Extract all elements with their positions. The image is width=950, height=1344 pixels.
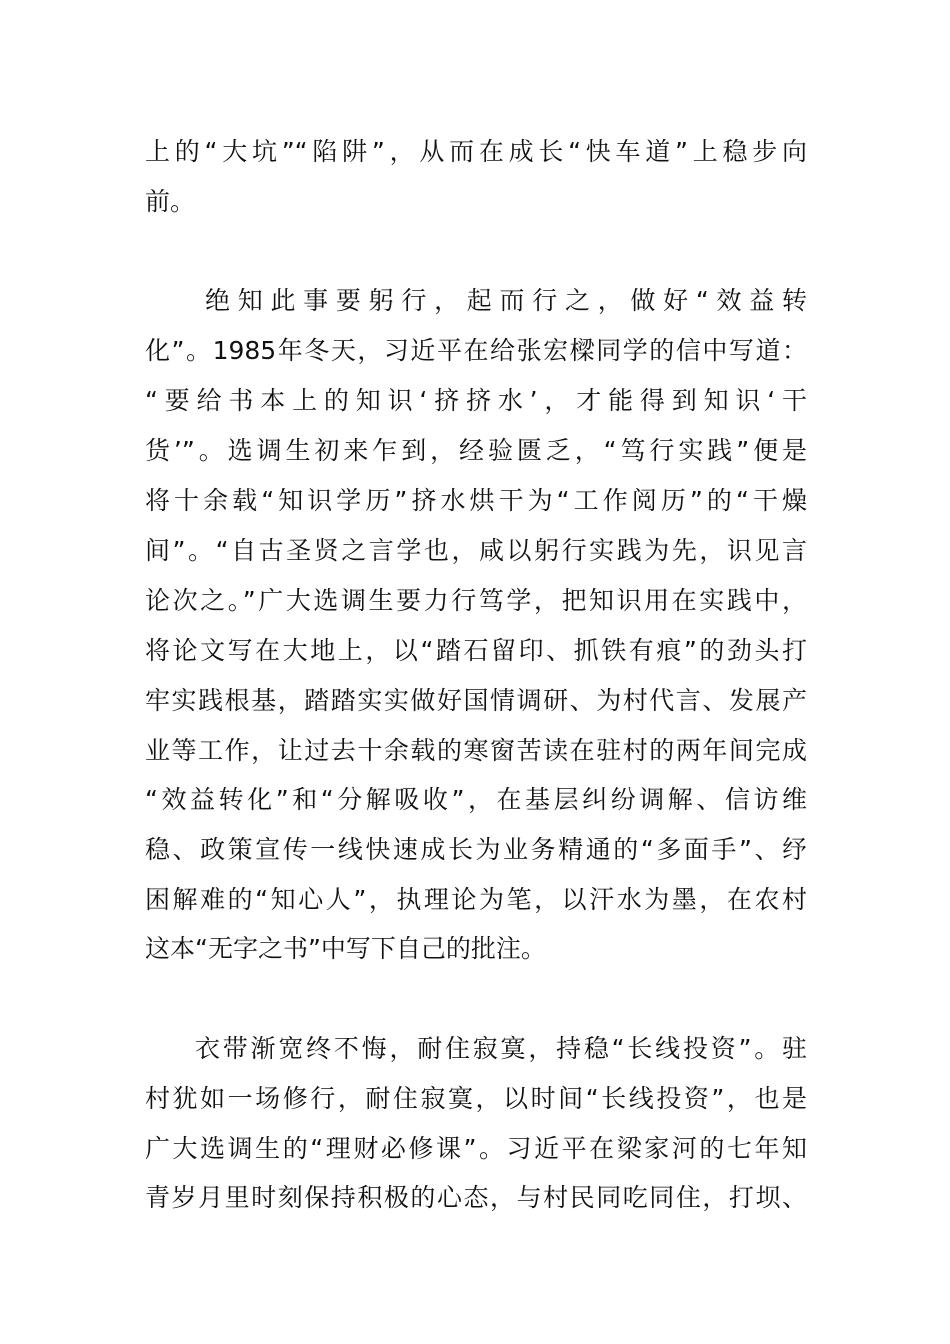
text-line: 牢实践根基，踏踏实实做好国情调研、为村代言、发展产 [145,686,807,715]
text-line: 村犹如一场修行，耐住寂寞，以时间“长线投资”，也是 [145,1084,807,1113]
text-line: 将十余载“知识学历”挤水烘干为“工作阅历”的“干燥 [145,486,807,515]
text-line: 间”。“自古圣贤之言学也，咸以躬行实践为先，识见言 [145,536,807,565]
text-line: 论次之。”广大选调生要力行笃学，把知识用在实践中， [145,586,807,615]
text-line: 广大选调生的“理财必修课”。习近平在梁家河的七年知 [145,1134,807,1163]
text-line: 上的“大坑”“陷阱”，从而在成长“快车道”上稳步向 [145,137,807,166]
text-line: 前。 [145,187,196,216]
text-line: 青岁月里时刻保持积极的心态，与村民同吃同住，打坝、 [145,1183,807,1212]
text-line: 这本“无字之书”中写下自己的批注。 [145,934,546,963]
text-line: 衣带渐宽终不悔，耐住寂寞，持稳“长线投资”。驻 [195,1034,807,1063]
text-line: 化”。1985年冬天，习近平在给张宏樑同学的信中写道： [145,336,807,365]
text-line: 将论文写在大地上，以“踏石留印、抓铁有痕”的劲头打 [145,636,807,665]
text-line: 绝知此事要躬行，起而行之，做好“效益转 [205,286,807,315]
text-line: 货’”。选调生初来乍到，经验匮乏，“笃行实践”便是 [145,436,807,465]
text-line: 稳、政策宣传一线快速成长为业务精通的“多面手”、纾 [145,835,807,864]
text-line: “要给书本上的知识‘挤挤水’，才能得到知识‘干 [145,386,807,415]
text-line: “效益转化”和“分解吸收”，在基层纠纷调解、信访维 [145,785,807,814]
text-line: 业等工作，让过去十余载的寒窗苦读在驻村的两年间完成 [145,736,807,765]
text-line: 困解难的“知心人”，执理论为笔，以汗水为墨，在农村 [145,885,807,914]
